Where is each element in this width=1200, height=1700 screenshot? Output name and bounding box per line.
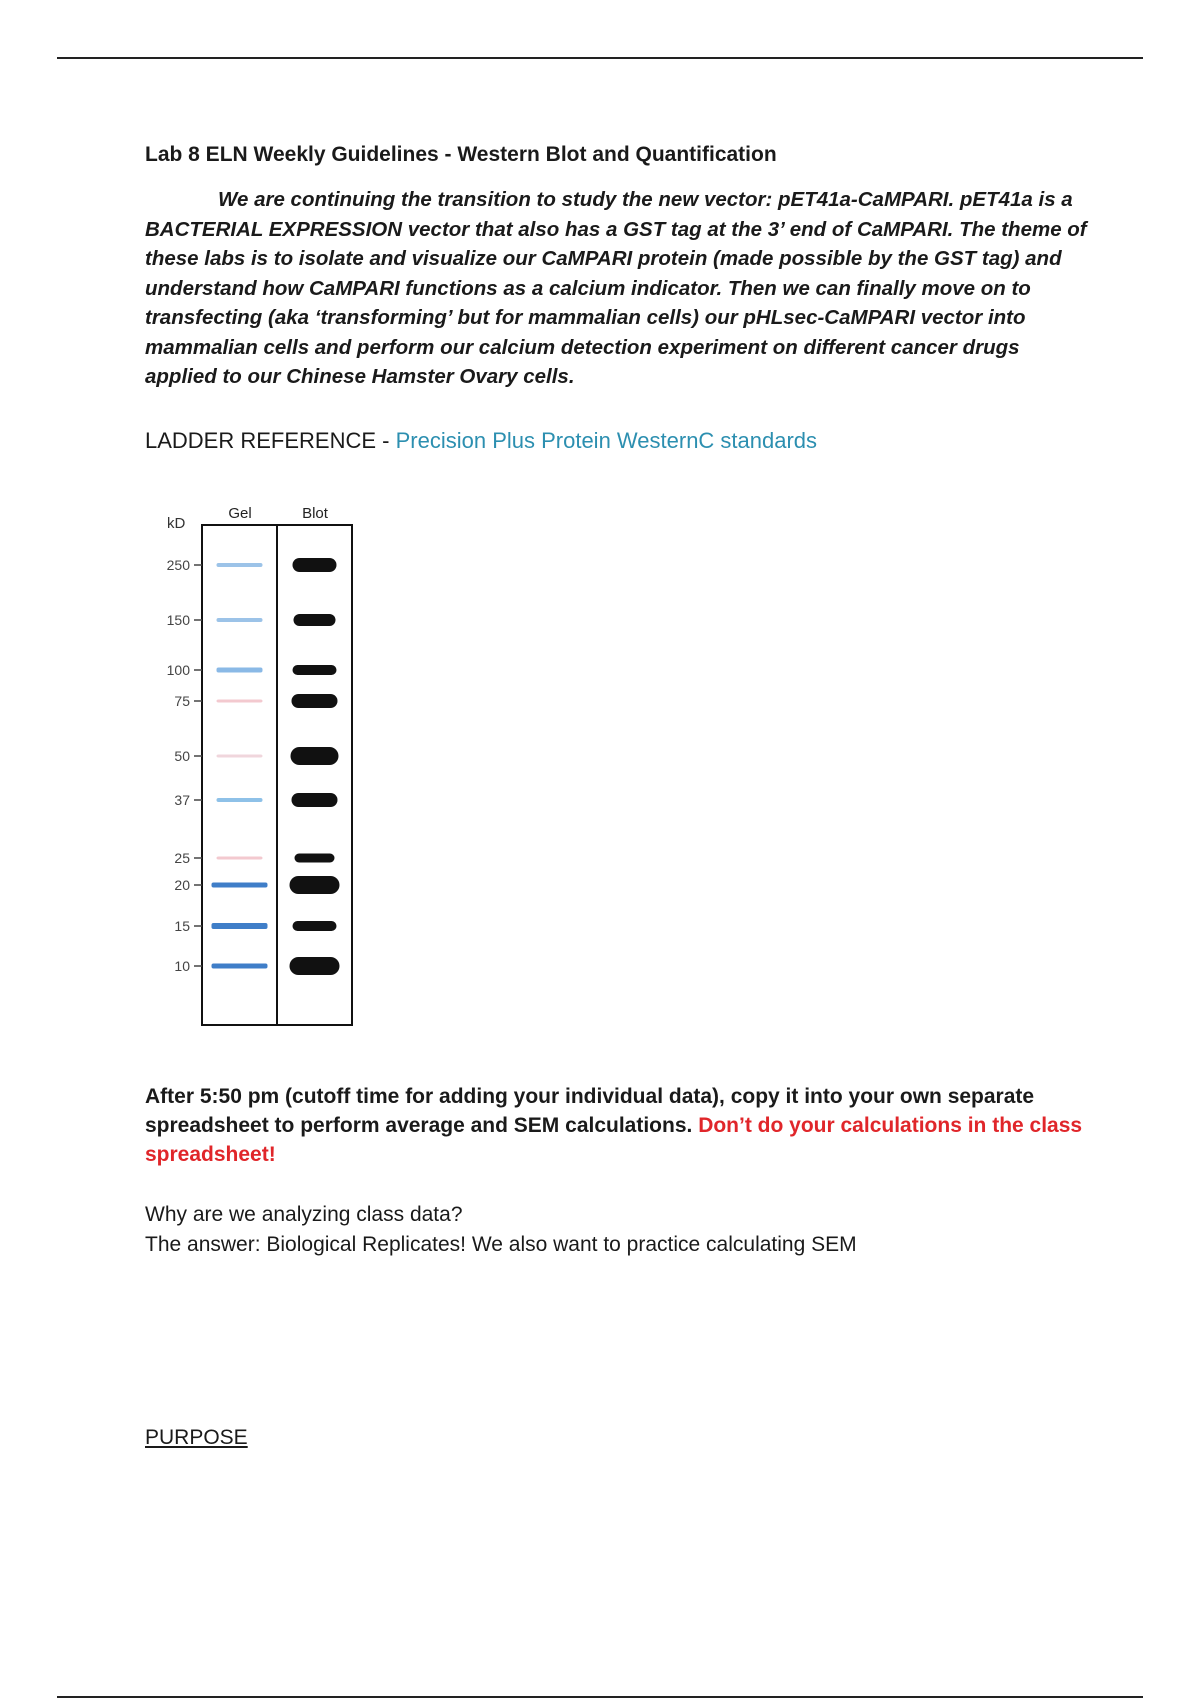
why-question: Why are we analyzing class data?	[145, 1203, 463, 1226]
marker-label-10: 10	[174, 958, 190, 974]
intro-paragraph: We are continuing the transition to study the new vector: pET41a-CaMPARI. pET41a is a BACTERIAL EXPRESSION vector that also has a GST tag at the 3’ end of CaMPARI. The theme of these labs is to isolate and visualize our CaMPARI protein (made possible by the GST tag) and understand how CaMPARI functions as a calcium indicator. Then we can finally move on to transfecting (aka ‘transforming’ but for mammalian cells) our pHLsec-CaMPARI vector into mammalian cells and perform our calcium detection experiment on different cancer drugs applied to our Chinese Hamster Ovary cells.	[145, 188, 1087, 388]
cutoff-instructions	[145, 1082, 1095, 1169]
ladder-link[interactable]: Precision Plus Protein WesternC standards	[395, 427, 818, 453]
unit-label: kD	[167, 515, 186, 532]
gel-band-15	[212, 923, 268, 929]
document-body	[145, 143, 1095, 454]
ladder-reference	[145, 428, 1095, 454]
ladder-figure	[150, 498, 360, 1028]
marker-label-150: 150	[166, 612, 190, 628]
blot-band-100	[293, 665, 337, 675]
document-title: Lab 8 ELN Weekly Guidelines - Western Blot and Quantification	[145, 143, 777, 166]
ladder-label: LADDER REFERENCE -	[145, 427, 396, 453]
marker-label-37: 37	[174, 792, 190, 808]
gel-lane	[202, 525, 277, 1025]
blot-band-37	[292, 793, 338, 807]
marker-label-250: 250	[166, 557, 190, 573]
marker-label-15: 15	[174, 918, 190, 934]
blot-band-10	[290, 957, 340, 975]
lane-label-gel: Gel	[228, 505, 252, 522]
gel-band-100	[217, 668, 263, 673]
marker-label-20: 20	[174, 877, 190, 893]
cutoff-warning: Don’t do your calculations in the class spreadsheet!	[145, 1114, 1083, 1166]
why-answer: The answer: Biological Replicates! We also want to practice calculating SEM	[145, 1233, 857, 1256]
blot-band-50	[291, 747, 339, 765]
ladder-image	[150, 498, 360, 1028]
footer-rule	[57, 1696, 1143, 1698]
gel-band-50	[217, 755, 263, 758]
gel-band-250	[217, 563, 263, 567]
blot-band-150	[294, 614, 336, 626]
gel-band-10	[212, 964, 268, 969]
blot-lane	[277, 525, 352, 1025]
blot-band-20	[290, 876, 340, 894]
why-section	[145, 1200, 1095, 1260]
gel-band-37	[217, 798, 263, 802]
blot-band-25	[295, 854, 335, 863]
gel-band-25	[217, 857, 263, 860]
marker-label-75: 75	[174, 693, 190, 709]
purpose-heading: PURPOSE	[145, 1426, 248, 1449]
cutoff-text: After 5:50 pm (cutoff time for adding your individual data), copy it into your own separate spreadsheet to perform average and SEM calculations.	[145, 1085, 1035, 1137]
marker-label-25: 25	[174, 850, 190, 866]
marker-label-50: 50	[174, 748, 190, 764]
gel-band-75	[217, 700, 263, 703]
blot-band-75	[292, 694, 338, 708]
gel-band-20	[212, 883, 268, 888]
header-rule	[57, 57, 1143, 59]
marker-label-100: 100	[166, 662, 190, 678]
lane-label-blot: Blot	[302, 505, 328, 522]
gel-band-150	[217, 618, 263, 622]
blot-band-250	[293, 558, 337, 572]
blot-band-15	[293, 921, 337, 931]
